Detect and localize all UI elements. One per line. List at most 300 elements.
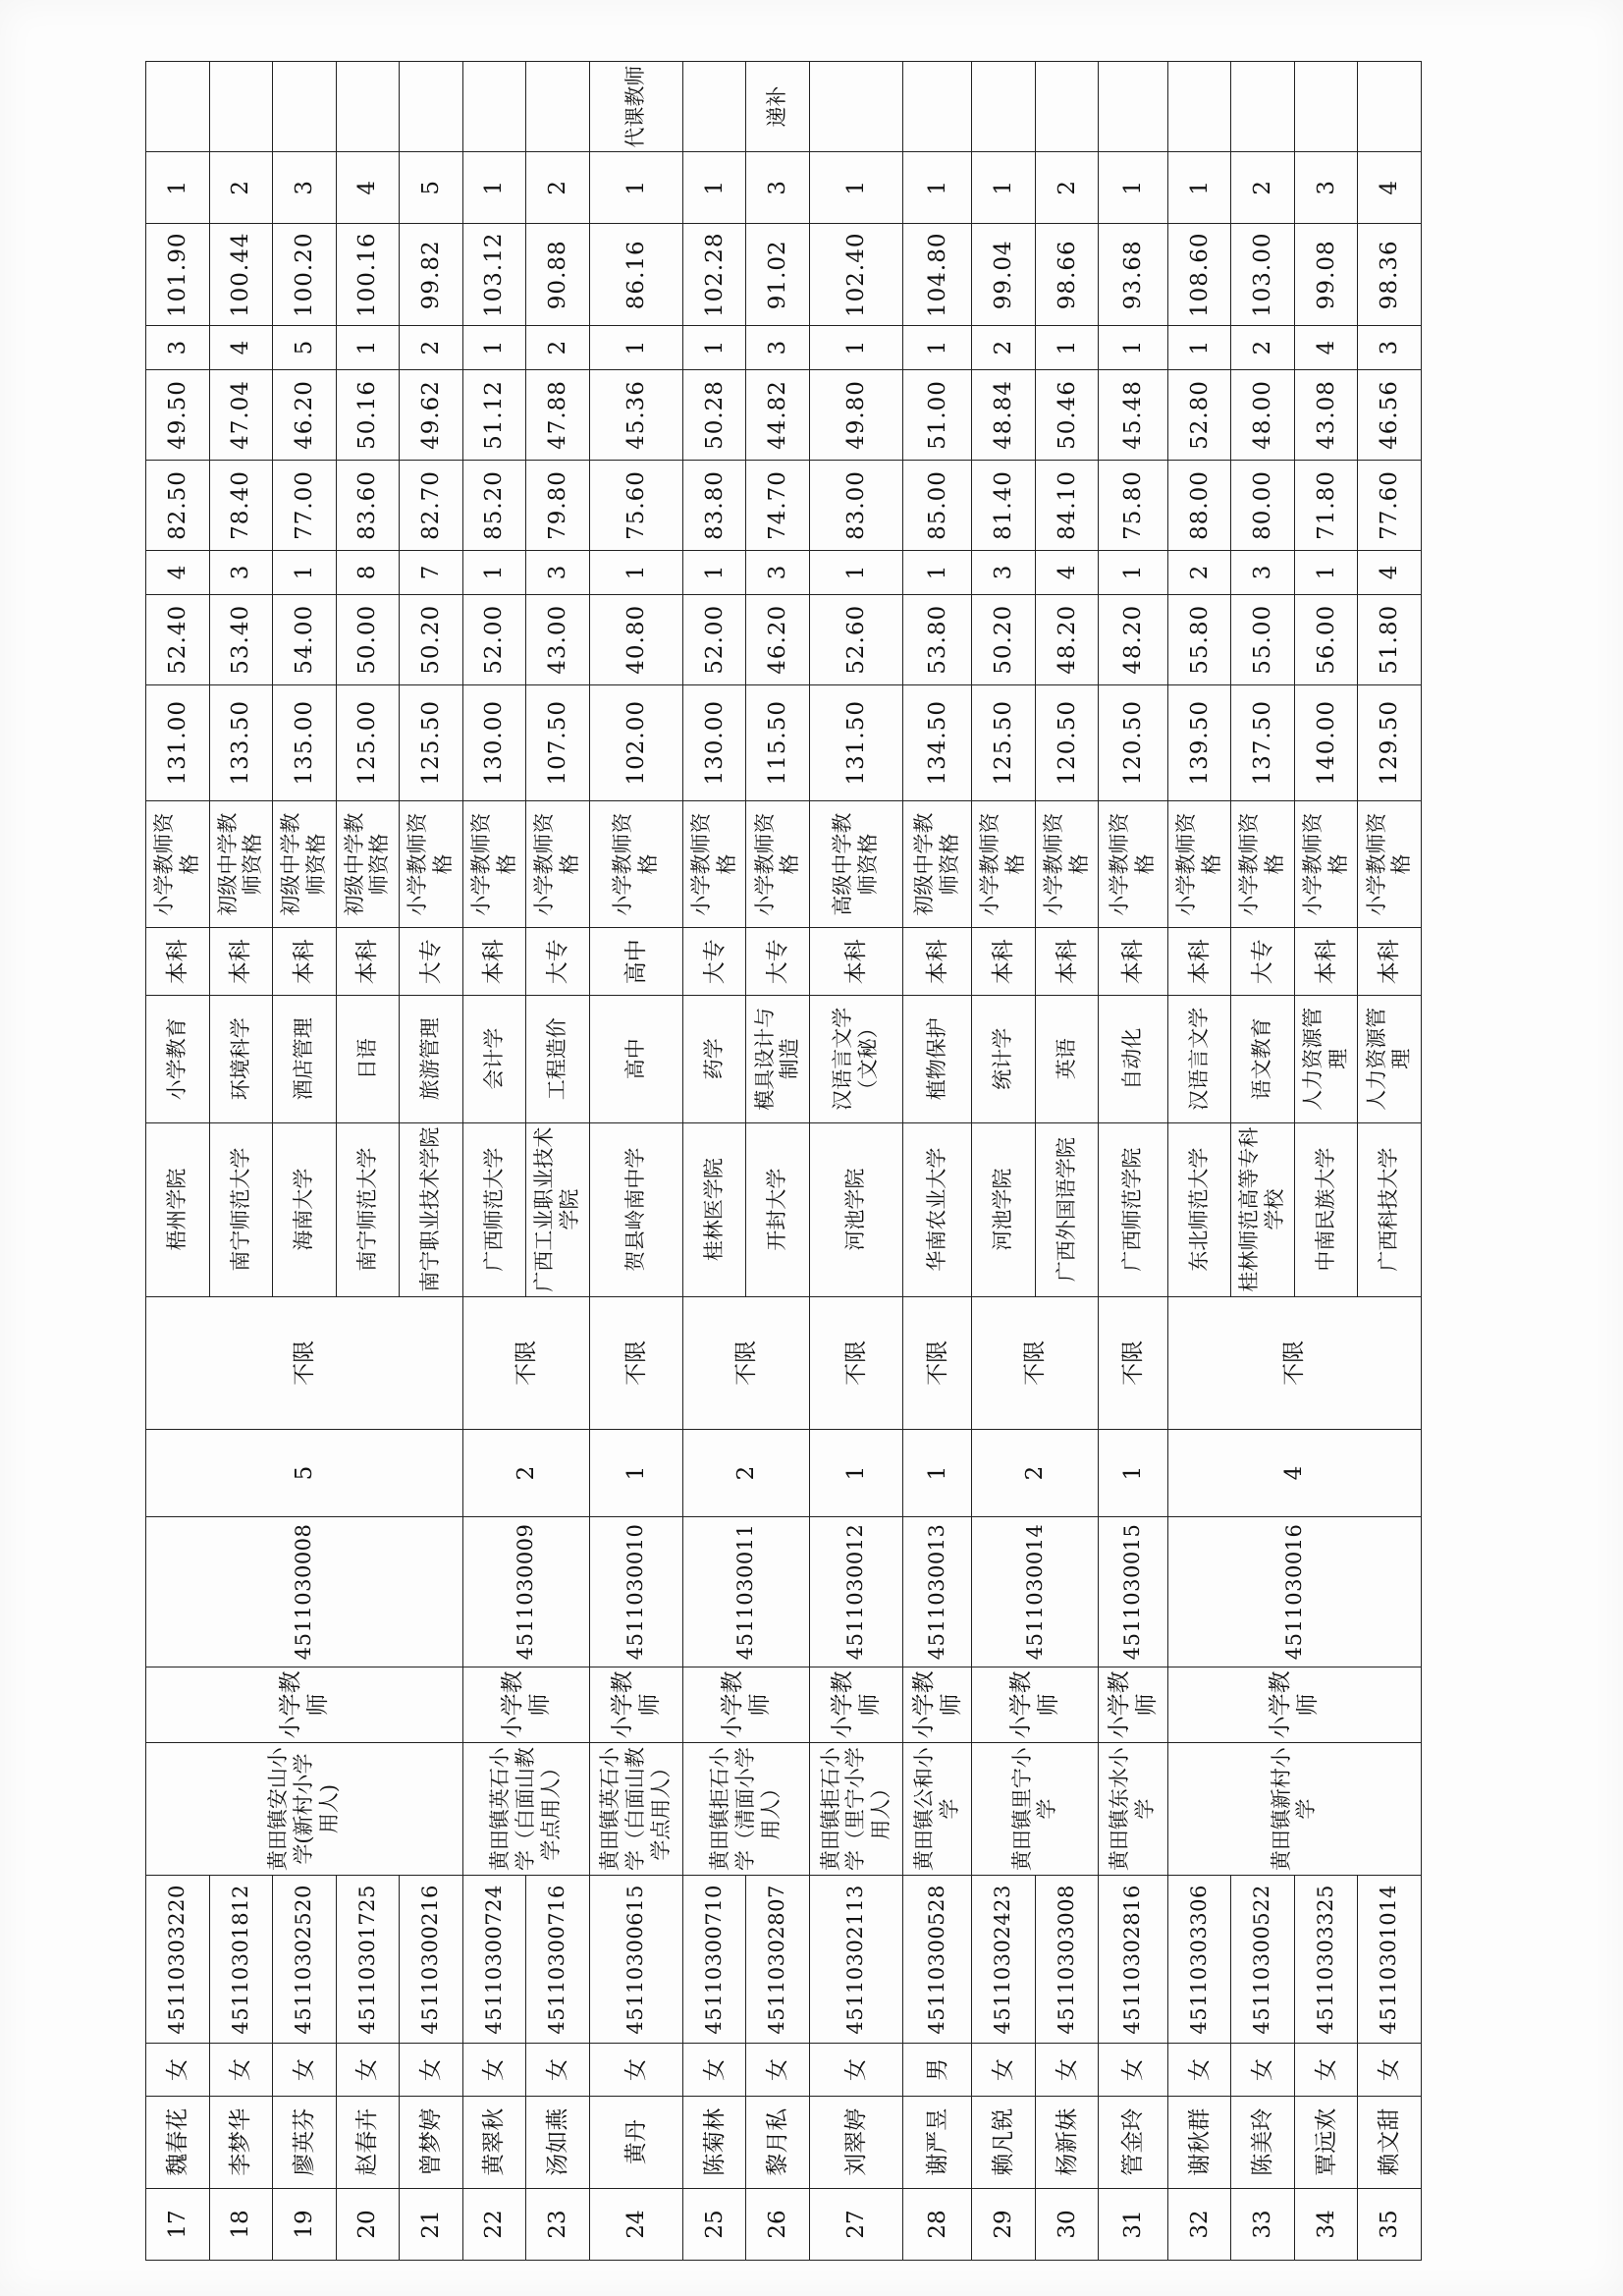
cell-s1: 125.50 <box>400 684 463 800</box>
cell-no: 21 <box>400 2188 463 2260</box>
cell-s2: 52.60 <box>809 594 902 684</box>
cell-r2: 2 <box>526 326 590 370</box>
table-row <box>209 62 273 2261</box>
cell-s3: 81.40 <box>972 460 1036 550</box>
cell-name: 谢秋群 <box>1167 2096 1231 2188</box>
cell-graduate-school: 广西科技大学 <box>1358 1122 1422 1296</box>
cell-graduate-school: 广西外国语学院 <box>1035 1122 1099 1296</box>
cell-no: 17 <box>146 2188 210 2260</box>
cell-major: 会计学 <box>462 995 526 1122</box>
cell-remark: 递补 <box>746 62 810 152</box>
cell-code: 4511030015 <box>1099 1516 1167 1667</box>
cell-graduate-school: 南宁师范大学 <box>336 1122 400 1296</box>
cell-total: 99.08 <box>1294 224 1358 326</box>
cell-quota: 5 <box>146 1430 463 1516</box>
cell-edu-req: 不限 <box>682 1296 809 1430</box>
cell-education: 本科 <box>1167 928 1231 995</box>
cell-gender: 女 <box>400 2044 463 2096</box>
cell-exam-no: 45110300724 <box>462 1876 526 2044</box>
cell-r2: 2 <box>1231 326 1295 370</box>
table-row <box>589 62 682 2261</box>
cell-s4: 47.04 <box>209 369 273 460</box>
cell-education: 本科 <box>336 928 400 995</box>
cell-edu-req: 不限 <box>589 1296 682 1430</box>
cell-quota: 1 <box>902 1430 971 1516</box>
cell-major: 酒店管理 <box>273 995 337 1122</box>
cell-qualification: 小学教师资格 <box>1358 800 1422 928</box>
cell-education: 本科 <box>273 928 337 995</box>
cell-remark <box>682 62 746 152</box>
cell-no: 34 <box>1294 2188 1358 2260</box>
cell-qualification: 小学教师资格 <box>972 800 1036 928</box>
cell-position: 小学教师 <box>589 1667 682 1743</box>
cell-code: 4511030012 <box>809 1516 902 1667</box>
cell-s3: 75.80 <box>1099 460 1167 550</box>
cell-name: 黄丹 <box>589 2096 682 2188</box>
cell-no: 23 <box>526 2188 590 2260</box>
cell-r1: 8 <box>336 550 400 594</box>
cell-qualification: 小学教师资格 <box>746 800 810 928</box>
cell-no: 32 <box>1167 2188 1231 2260</box>
cell-rank: 2 <box>1231 152 1295 224</box>
cell-s4: 48.84 <box>972 369 1036 460</box>
cell-total: 100.44 <box>209 224 273 326</box>
cell-s1: 134.50 <box>902 684 971 800</box>
cell-rank: 1 <box>972 152 1036 224</box>
cell-s2: 50.20 <box>972 594 1036 684</box>
cell-rank: 3 <box>746 152 810 224</box>
cell-quota: 2 <box>972 1430 1099 1516</box>
cell-s2: 40.80 <box>589 594 682 684</box>
cell-remark <box>1294 62 1358 152</box>
cell-s4: 46.56 <box>1358 369 1422 460</box>
cell-school: 黄田镇拒石小学（里宁小学用人） <box>809 1742 902 1876</box>
cell-name: 汤如燕 <box>526 2096 590 2188</box>
cell-r1: 7 <box>400 550 463 594</box>
cell-r1: 1 <box>809 550 902 594</box>
cell-r2: 3 <box>146 326 210 370</box>
cell-name: 赵春卉 <box>336 2096 400 2188</box>
cell-r1: 3 <box>209 550 273 594</box>
cell-r2: 1 <box>902 326 971 370</box>
cell-exam-no: 45110302520 <box>273 1876 337 2044</box>
cell-code: 4511030011 <box>682 1516 809 1667</box>
cell-remark <box>902 62 971 152</box>
cell-qualification: 小学教师资格 <box>1294 800 1358 928</box>
cell-total: 108.60 <box>1167 224 1231 326</box>
cell-qualification: 初级中学教师资格 <box>273 800 337 928</box>
cell-no: 35 <box>1358 2188 1422 2260</box>
cell-rank: 1 <box>809 152 902 224</box>
cell-no: 18 <box>209 2188 273 2260</box>
cell-rank: 2 <box>526 152 590 224</box>
cell-major: 日语 <box>336 995 400 1122</box>
cell-s1: 120.50 <box>1099 684 1167 800</box>
cell-rank: 2 <box>1035 152 1099 224</box>
cell-s4: 45.48 <box>1099 369 1167 460</box>
cell-total: 99.04 <box>972 224 1036 326</box>
cell-r2: 1 <box>682 326 746 370</box>
table-row <box>746 62 810 2261</box>
table-row <box>682 62 746 2261</box>
cell-graduate-school: 海南大学 <box>273 1122 337 1296</box>
cell-s4: 50.46 <box>1035 369 1099 460</box>
table-row <box>146 62 210 2261</box>
cell-name: 赖凡锐 <box>972 2096 1036 2188</box>
cell-no: 22 <box>462 2188 526 2260</box>
cell-no: 33 <box>1231 2188 1295 2260</box>
cell-graduate-school: 东北师范大学 <box>1167 1122 1231 1296</box>
cell-r2: 2 <box>400 326 463 370</box>
cell-code: 4511030016 <box>1167 1516 1421 1667</box>
cell-exam-no: 45110300216 <box>400 1876 463 2044</box>
results-table <box>145 61 1422 2261</box>
cell-rank: 3 <box>1294 152 1358 224</box>
table-row <box>1035 62 1099 2261</box>
cell-r2: 1 <box>336 326 400 370</box>
cell-s3: 83.60 <box>336 460 400 550</box>
cell-graduate-school: 广西工业职业技术学院 <box>526 1122 590 1296</box>
cell-position: 小学教师 <box>682 1667 809 1743</box>
cell-s2: 55.80 <box>1167 594 1231 684</box>
cell-r2: 1 <box>809 326 902 370</box>
cell-gender: 女 <box>146 2044 210 2096</box>
cell-s2: 53.40 <box>209 594 273 684</box>
cell-no: 20 <box>336 2188 400 2260</box>
cell-major: 人力资源管理 <box>1358 995 1422 1122</box>
cell-education: 大专 <box>746 928 810 995</box>
cell-s2: 55.00 <box>1231 594 1295 684</box>
cell-gender: 女 <box>809 2044 902 2096</box>
cell-s2: 51.80 <box>1358 594 1422 684</box>
cell-r1: 3 <box>526 550 590 594</box>
cell-s1: 129.50 <box>1358 684 1422 800</box>
cell-qualification: 小学教师资格 <box>682 800 746 928</box>
cell-s4: 50.28 <box>682 369 746 460</box>
cell-total: 90.88 <box>526 224 590 326</box>
cell-exam-no: 45110302807 <box>746 1876 810 2044</box>
cell-major: 旅游管理 <box>400 995 463 1122</box>
cell-school: 黄田镇安山小学(新村小学用人) <box>146 1742 463 1876</box>
cell-r2: 1 <box>1035 326 1099 370</box>
cell-qualification: 小学教师资格 <box>1167 800 1231 928</box>
cell-education: 大专 <box>526 928 590 995</box>
cell-rank: 3 <box>273 152 337 224</box>
cell-r1: 3 <box>1231 550 1295 594</box>
cell-remark <box>209 62 273 152</box>
cell-rank: 4 <box>336 152 400 224</box>
cell-name: 李梦华 <box>209 2096 273 2188</box>
cell-qualification: 小学教师资格 <box>400 800 463 928</box>
cell-s3: 79.80 <box>526 460 590 550</box>
cell-qualification: 小学教师资格 <box>462 800 526 928</box>
cell-s4: 46.20 <box>273 369 337 460</box>
cell-remark <box>1231 62 1295 152</box>
cell-s2: 48.20 <box>1099 594 1167 684</box>
cell-education: 本科 <box>809 928 902 995</box>
cell-exam-no: 45110303220 <box>146 1876 210 2044</box>
cell-quota: 4 <box>1167 1430 1421 1516</box>
cell-name: 曾梦婷 <box>400 2096 463 2188</box>
cell-major: 人力资源管理 <box>1294 995 1358 1122</box>
cell-s2: 50.20 <box>400 594 463 684</box>
cell-exam-no: 45110302113 <box>809 1876 902 2044</box>
cell-code: 4511030010 <box>589 1516 682 1667</box>
cell-position: 小学教师 <box>1167 1667 1421 1743</box>
cell-name: 覃远欢 <box>1294 2096 1358 2188</box>
cell-s3: 77.60 <box>1358 460 1422 550</box>
cell-s1: 137.50 <box>1231 684 1295 800</box>
table-row <box>1231 62 1295 2261</box>
cell-remark <box>1099 62 1167 152</box>
cell-gender: 女 <box>1231 2044 1295 2096</box>
cell-s4: 51.12 <box>462 369 526 460</box>
cell-rank: 1 <box>902 152 971 224</box>
cell-r1: 4 <box>146 550 210 594</box>
cell-s3: 80.00 <box>1231 460 1295 550</box>
cell-s4: 44.82 <box>746 369 810 460</box>
cell-no: 19 <box>273 2188 337 2260</box>
cell-total: 100.20 <box>273 224 337 326</box>
cell-total: 91.02 <box>746 224 810 326</box>
cell-s1: 140.00 <box>1294 684 1358 800</box>
cell-major: 环境科学 <box>209 995 273 1122</box>
cell-name: 谢严昱 <box>902 2096 971 2188</box>
cell-no: 25 <box>682 2188 746 2260</box>
cell-code: 4511030008 <box>146 1516 463 1667</box>
cell-code: 4511030009 <box>462 1516 589 1667</box>
cell-s2: 43.00 <box>526 594 590 684</box>
cell-exam-no: 45110303325 <box>1294 1876 1358 2044</box>
cell-no: 29 <box>972 2188 1036 2260</box>
cell-gender: 女 <box>1099 2044 1167 2096</box>
cell-total: 104.80 <box>902 224 971 326</box>
cell-graduate-school: 广西师范大学 <box>462 1122 526 1296</box>
cell-name: 赖文甜 <box>1358 2096 1422 2188</box>
cell-exam-no: 45110300528 <box>902 1876 971 2044</box>
cell-s1: 125.00 <box>336 684 400 800</box>
cell-name: 廖英芬 <box>273 2096 337 2188</box>
cell-s3: 85.00 <box>902 460 971 550</box>
cell-s4: 50.16 <box>336 369 400 460</box>
cell-edu-req: 不限 <box>972 1296 1099 1430</box>
cell-r1: 1 <box>273 550 337 594</box>
cell-r2: 4 <box>1294 326 1358 370</box>
cell-s3: 74.70 <box>746 460 810 550</box>
cell-r2: 4 <box>209 326 273 370</box>
cell-r1: 4 <box>1358 550 1422 594</box>
cell-s3: 82.50 <box>146 460 210 550</box>
cell-r2: 1 <box>1167 326 1231 370</box>
cell-education: 本科 <box>146 928 210 995</box>
cell-gender: 女 <box>273 2044 337 2096</box>
cell-remark <box>273 62 337 152</box>
table-row <box>809 62 902 2261</box>
cell-total: 98.36 <box>1358 224 1422 326</box>
cell-s4: 52.80 <box>1167 369 1231 460</box>
cell-qualification: 初级中学教师资格 <box>209 800 273 928</box>
cell-s1: 131.00 <box>146 684 210 800</box>
cell-graduate-school: 河池学院 <box>809 1122 902 1296</box>
cell-gender: 女 <box>1035 2044 1099 2096</box>
cell-name: 陈菊林 <box>682 2096 746 2188</box>
cell-school: 黄田镇拒石小学（清面小学用人） <box>682 1742 809 1876</box>
cell-s2: 52.00 <box>682 594 746 684</box>
cell-school: 黄田镇公和小学 <box>902 1742 971 1876</box>
cell-education: 本科 <box>462 928 526 995</box>
cell-qualification: 小学教师资格 <box>1035 800 1099 928</box>
cell-remark <box>1035 62 1099 152</box>
cell-major: 语文教育 <box>1231 995 1295 1122</box>
cell-exam-no: 45110300615 <box>589 1876 682 2044</box>
cell-education: 本科 <box>209 928 273 995</box>
cell-remark <box>972 62 1036 152</box>
cell-rank: 1 <box>589 152 682 224</box>
cell-major: 汉语言文学 <box>1167 995 1231 1122</box>
cell-s1: 102.00 <box>589 684 682 800</box>
cell-quota: 1 <box>809 1430 902 1516</box>
cell-r1: 3 <box>972 550 1036 594</box>
cell-total: 93.68 <box>1099 224 1167 326</box>
cell-exam-no: 45110302423 <box>972 1876 1036 2044</box>
cell-s3: 78.40 <box>209 460 273 550</box>
cell-rank: 5 <box>400 152 463 224</box>
cell-gender: 女 <box>589 2044 682 2096</box>
cell-education: 本科 <box>1035 928 1099 995</box>
cell-r1: 1 <box>902 550 971 594</box>
cell-education: 大专 <box>682 928 746 995</box>
cell-major: 高中 <box>589 995 682 1122</box>
cell-code: 4511030013 <box>902 1516 971 1667</box>
table-row <box>462 62 526 2261</box>
cell-exam-no: 45110303306 <box>1167 1876 1231 2044</box>
cell-edu-req: 不限 <box>1167 1296 1421 1430</box>
cell-edu-req: 不限 <box>462 1296 589 1430</box>
cell-position: 小学教师 <box>146 1667 463 1743</box>
cell-position: 小学教师 <box>902 1667 971 1743</box>
cell-graduate-school: 桂林医学院 <box>682 1122 746 1296</box>
cell-rank: 1 <box>462 152 526 224</box>
cell-r1: 1 <box>682 550 746 594</box>
cell-qualification: 小学教师资格 <box>526 800 590 928</box>
cell-s2: 48.20 <box>1035 594 1099 684</box>
cell-major: 统计学 <box>972 995 1036 1122</box>
cell-s2: 46.20 <box>746 594 810 684</box>
cell-s2: 52.00 <box>462 594 526 684</box>
cell-gender: 女 <box>526 2044 590 2096</box>
table-row <box>1167 62 1231 2261</box>
table-row <box>400 62 463 2261</box>
cell-r2: 1 <box>589 326 682 370</box>
cell-major: 英语 <box>1035 995 1099 1122</box>
cell-graduate-school: 南宁职业技术学院 <box>400 1122 463 1296</box>
cell-quota: 1 <box>1099 1430 1167 1516</box>
table-row <box>336 62 400 2261</box>
cell-graduate-school: 开封大学 <box>746 1122 810 1296</box>
cell-gender: 女 <box>462 2044 526 2096</box>
cell-name: 魏春花 <box>146 2096 210 2188</box>
cell-r1: 4 <box>1035 550 1099 594</box>
cell-r2: 5 <box>273 326 337 370</box>
cell-s2: 54.00 <box>273 594 337 684</box>
cell-qualification: 初级中学教师资格 <box>336 800 400 928</box>
cell-major: 模具设计与制造 <box>746 995 810 1122</box>
cell-gender: 女 <box>209 2044 273 2096</box>
cell-position: 小学教师 <box>462 1667 589 1743</box>
table-row <box>902 62 971 2261</box>
cell-r1: 1 <box>1294 550 1358 594</box>
cell-qualification: 小学教师资格 <box>589 800 682 928</box>
cell-s2: 53.80 <box>902 594 971 684</box>
cell-exam-no: 45110300710 <box>682 1876 746 2044</box>
cell-gender: 女 <box>746 2044 810 2096</box>
cell-s3: 85.20 <box>462 460 526 550</box>
cell-s3: 71.80 <box>1294 460 1358 550</box>
cell-education: 本科 <box>1099 928 1167 995</box>
cell-education: 本科 <box>1358 928 1422 995</box>
cell-qualification: 小学教师资格 <box>1099 800 1167 928</box>
table-row <box>1358 62 1422 2261</box>
cell-s2: 56.00 <box>1294 594 1358 684</box>
cell-total: 99.82 <box>400 224 463 326</box>
cell-name: 杨新妹 <box>1035 2096 1099 2188</box>
cell-name: 黄翠秋 <box>462 2096 526 2188</box>
rotated-table-container <box>145 61 1422 2261</box>
cell-remark <box>526 62 590 152</box>
cell-education: 大专 <box>1231 928 1295 995</box>
cell-education: 本科 <box>1294 928 1358 995</box>
cell-school: 黄田镇里宁小学 <box>972 1742 1099 1876</box>
cell-exam-no: 45110300716 <box>526 1876 590 2044</box>
cell-rank: 1 <box>1099 152 1167 224</box>
cell-position: 小学教师 <box>972 1667 1099 1743</box>
cell-gender: 女 <box>682 2044 746 2096</box>
cell-exam-no: 45110301014 <box>1358 1876 1422 2044</box>
cell-school: 黄田镇东水小学 <box>1099 1742 1167 1876</box>
cell-gender: 女 <box>1294 2044 1358 2096</box>
cell-no: 27 <box>809 2188 902 2260</box>
table-row <box>526 62 590 2261</box>
cell-s3: 88.00 <box>1167 460 1231 550</box>
cell-s1: 135.00 <box>273 684 337 800</box>
cell-graduate-school: 桂林师范高等专科学校 <box>1231 1122 1295 1296</box>
cell-rank: 1 <box>146 152 210 224</box>
cell-graduate-school: 梧州学院 <box>146 1122 210 1296</box>
cell-graduate-school: 贺县岭南中学 <box>589 1122 682 1296</box>
table-row <box>273 62 337 2261</box>
cell-total: 100.16 <box>336 224 400 326</box>
cell-qualification: 初级中学教师资格 <box>902 800 971 928</box>
cell-total: 103.00 <box>1231 224 1295 326</box>
cell-s2: 50.00 <box>336 594 400 684</box>
cell-s1: 107.50 <box>526 684 590 800</box>
cell-qualification: 小学教师资格 <box>1231 800 1295 928</box>
cell-rank: 4 <box>1358 152 1422 224</box>
cell-s1: 120.50 <box>1035 684 1099 800</box>
cell-r1: 1 <box>462 550 526 594</box>
cell-remark <box>400 62 463 152</box>
cell-graduate-school: 中南民族大学 <box>1294 1122 1358 1296</box>
cell-major: 植物保护 <box>902 995 971 1122</box>
cell-s4: 48.00 <box>1231 369 1295 460</box>
cell-remark <box>146 62 210 152</box>
table-row <box>972 62 1036 2261</box>
cell-remark <box>1167 62 1231 152</box>
cell-exam-no: 45110301725 <box>336 1876 400 2044</box>
cell-graduate-school: 广西师范学院 <box>1099 1122 1167 1296</box>
cell-rank: 2 <box>209 152 273 224</box>
table-row <box>1099 62 1167 2261</box>
